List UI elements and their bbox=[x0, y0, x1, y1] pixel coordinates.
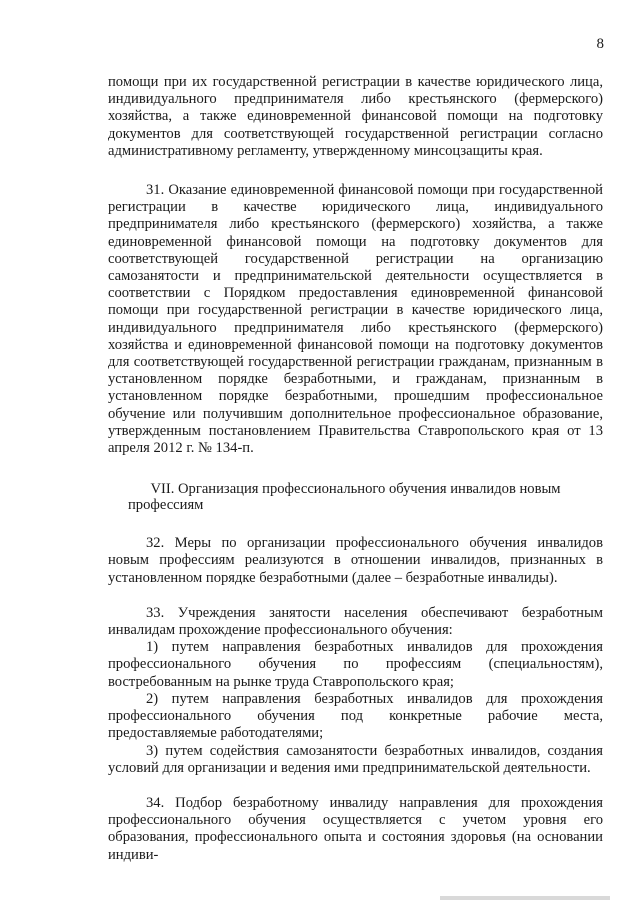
paragraph-31: 31. Оказание единовременной финансовой помощи при государственной регистрации в качестве юридического лица, индивидуального предпринимателя либо крестьянского (фермерского) хозяйства, а также единовременной финансовой помощи на подготовку документов для соответствующей государственной регистрации на организацию самозанятости и предпринимательской деятельности осуществляется в соответствии с Порядком предоставления единовременной финансовой помощи при государственной регистрации в качестве юридического лица, индивидуального предпринимателя либо крестьянского (фермерского) хозяйства и единовременной финансовой помощи на подготовку документов для соответствующей государственной регистрации гражданам, признанным в установленном порядке безработными, и гражданам, признанным в установленном порядке безработными, прошедшим профессиональное обучение или получившим дополнительное профессиональное образование, утвержденным постановлением Правительства Ставропольского края от 13 апреля 2012 г. № 134-п. bbox=[108, 182, 603, 457]
paragraph-32: 32. Меры по организации профессионального обучения инвалидов новым профессиям реализуются в отношении инвалидов, признанных в установленном порядке безработными (далее – безработные инвалиды). bbox=[108, 535, 603, 586]
paragraph-33: 33. Учреждения занятости населения обеспечивают безработным инвалидам прохождение профессионального обучения: bbox=[108, 604, 603, 639]
scan-edge-mark bbox=[440, 896, 610, 900]
paragraph-33-item-3: 3) путем содействия самозанятости безработных инвалидов, создания условий для организации и ведения ими предпринимательской деятельности. bbox=[108, 742, 603, 776]
document-body bbox=[108, 74, 603, 864]
paragraph-33-item-2: 2) путем направления безработных инвалидов для прохождения профессионального обучения под конкретные рабочие места, предоставляемые работодателями; bbox=[108, 690, 603, 742]
paragraph-34: 34. Подбор безработному инвалиду направления для прохождения профессионального обучения осуществляется с учетом уровня его образования, профессионального опыта и состояния здоровья (на основании индиви- bbox=[108, 794, 603, 863]
paragraph-continuation: помощи при их государственной регистрации в качестве юридического лица, индивидуального предпринимателя либо крестьянского (фермерского) хозяйства, а также единовременной финансовой помощи на подготовку документов для соответствующей государственной регистрации согласно административному регламенту, утвержденному минсоцзащиты края. bbox=[108, 74, 603, 159]
page-number: 8 bbox=[596, 36, 604, 52]
paragraph-33-item-1: 1) путем направления безработных инвалидов для прохождения профессионального обучения по профессиям (специальностям), востребованным на рынке труда Ставропольского края; bbox=[108, 639, 603, 690]
section-heading-vii: VII. Организация профессионального обучения инвалидов новым профессиям bbox=[128, 481, 561, 514]
